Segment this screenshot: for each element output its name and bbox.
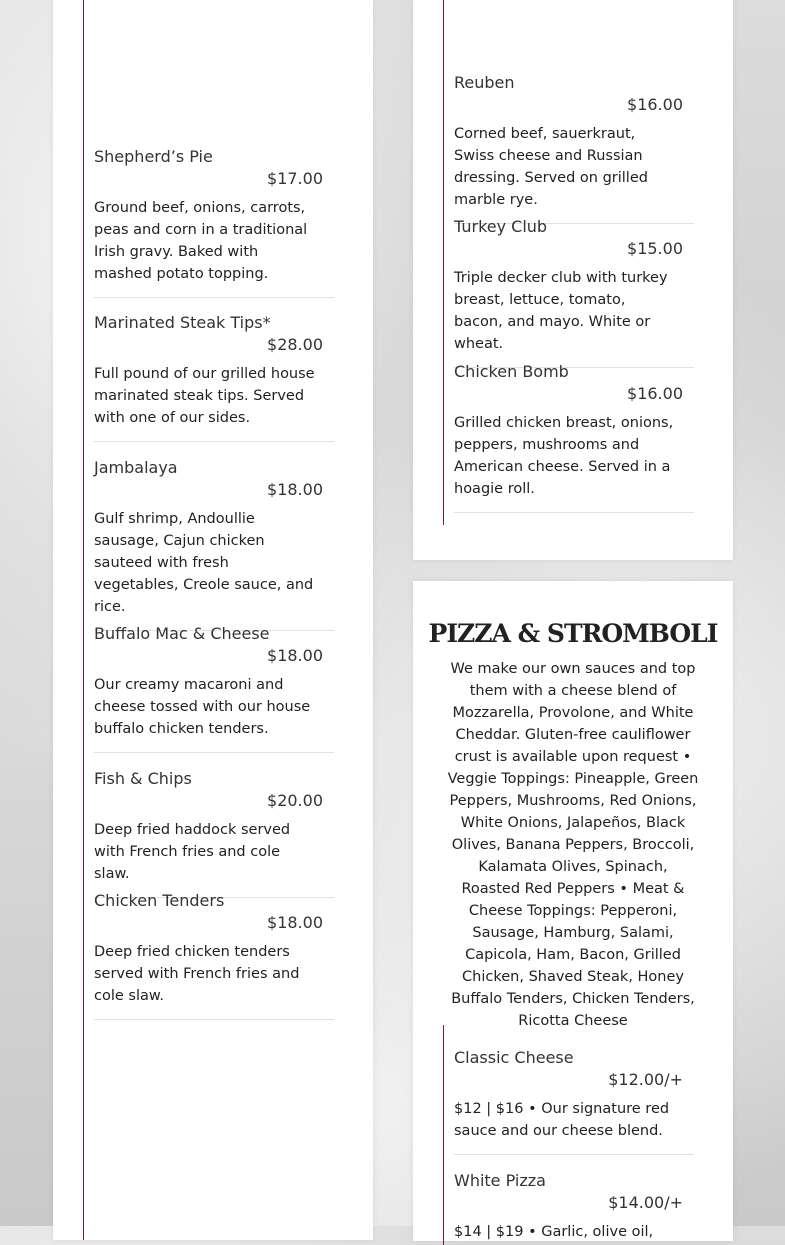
item-name: Buffalo Mac & Cheese: [94, 624, 270, 643]
menu-item: [454, 362, 694, 513]
accent-line: [443, 1025, 444, 1245]
item-name: Chicken Tenders: [94, 891, 225, 910]
menu-item: [94, 624, 334, 753]
item-description: $12 | $16 • Our signature red sauce and our cheese blend.: [454, 1101, 670, 1139]
divider: [94, 441, 334, 442]
menu-item: [94, 313, 334, 442]
item-description: Corned beef, sauerkraut, Swiss cheese and Russian dressing. Served on grilled marble rye.: [454, 126, 648, 208]
item-price: $18.00: [267, 913, 323, 932]
divider: [94, 752, 334, 753]
item-price: $15.00: [627, 239, 683, 258]
item-description: Gulf shrimp, Andoullie sausage, Cajun chicken sauteed with fresh vegetables, Creole sauce, and rice.: [94, 511, 314, 615]
menu-item: [454, 73, 694, 224]
item-price: $17.00: [267, 169, 323, 188]
menu-item: [94, 891, 334, 1020]
section-title: PIZZA & STROMBOLI: [428, 619, 718, 648]
item-description: Our creamy macaroni and cheese tossed with our house buffalo chicken tenders.: [94, 677, 311, 737]
menu-card-left: [53, 0, 373, 1240]
item-price: $20.00: [267, 791, 323, 810]
item-description: $14 | $19 • Garlic, olive oil,: [454, 1224, 654, 1240]
item-name: Turkey Club: [454, 217, 548, 236]
item-name: Marinated Steak Tips*: [94, 313, 271, 332]
divider: [94, 1019, 334, 1020]
item-name: Fish & Chips: [94, 769, 192, 788]
item-description: Deep fried haddock served with French fries and cole slaw.: [94, 822, 291, 882]
item-price: $18.00: [267, 480, 323, 499]
menu-card-sandwiches: [413, 0, 733, 560]
item-price: $28.00: [267, 335, 323, 354]
item-description: Full pound of our grilled house marinated steak tips. Served with one of our sides.: [94, 366, 315, 426]
item-description: Ground beef, onions, carrots, peas and corn in a traditional Irish gravy. Baked with mashed potato topping.: [94, 200, 308, 282]
menu-item: [454, 1171, 694, 1243]
accent-line: [443, 0, 444, 525]
menu-item: [94, 458, 334, 631]
item-name: Chicken Bomb: [454, 362, 569, 381]
section-description: We make our own sauces and top them with a cheese blend of Mozzarella, Provolone, and White Cheddar. Gluten-free cauliflower crust is available upon request • Veggie Toppings: Pineapple, Green Peppers, Mushrooms, Red Onions, White Onions, Jalapeños, Black Olives, Banana Peppers, Broccoli, Kalamata Olives, Spinach, Roasted Red Peppers • Meat & Cheese Toppings: Pepperoni, Sausage, Hamburg, Salami, Capicola, Ham, Bacon, Grilled Chicken, Shaved Steak, Honey Buffalo Tenders, Chicken Tenders, Ricotta Cheese: [447, 661, 699, 1029]
menu-item: [94, 769, 334, 898]
item-price: $12.00/+: [608, 1070, 683, 1089]
item-name: Shepherd’s Pie: [94, 147, 213, 166]
item-name: White Pizza: [454, 1171, 546, 1190]
item-description: Grilled chicken breast, onions, peppers, mushrooms and American cheese. Served in a hoagie roll.: [454, 415, 674, 497]
item-name: Jambalaya: [94, 458, 178, 477]
menu-item: [454, 1048, 694, 1155]
menu-item: [454, 217, 694, 368]
divider: [454, 512, 694, 513]
accent-line: [83, 0, 84, 1240]
menu-card-pizza: [413, 581, 733, 1241]
item-price: $16.00: [627, 95, 683, 114]
item-name: Reuben: [454, 73, 515, 92]
item-price: $14.00/+: [608, 1193, 683, 1212]
item-name: Classic Cheese: [454, 1048, 574, 1067]
divider: [94, 297, 334, 298]
divider: [454, 1154, 694, 1155]
item-price: $16.00: [627, 384, 683, 403]
item-price: $18.00: [267, 646, 323, 665]
menu-item: [94, 147, 334, 298]
item-description: Deep fried chicken tenders served with French fries and cole slaw.: [94, 944, 300, 1004]
item-description: Triple decker club with turkey breast, lettuce, tomato, bacon, and mayo. White or wheat.: [454, 270, 668, 352]
